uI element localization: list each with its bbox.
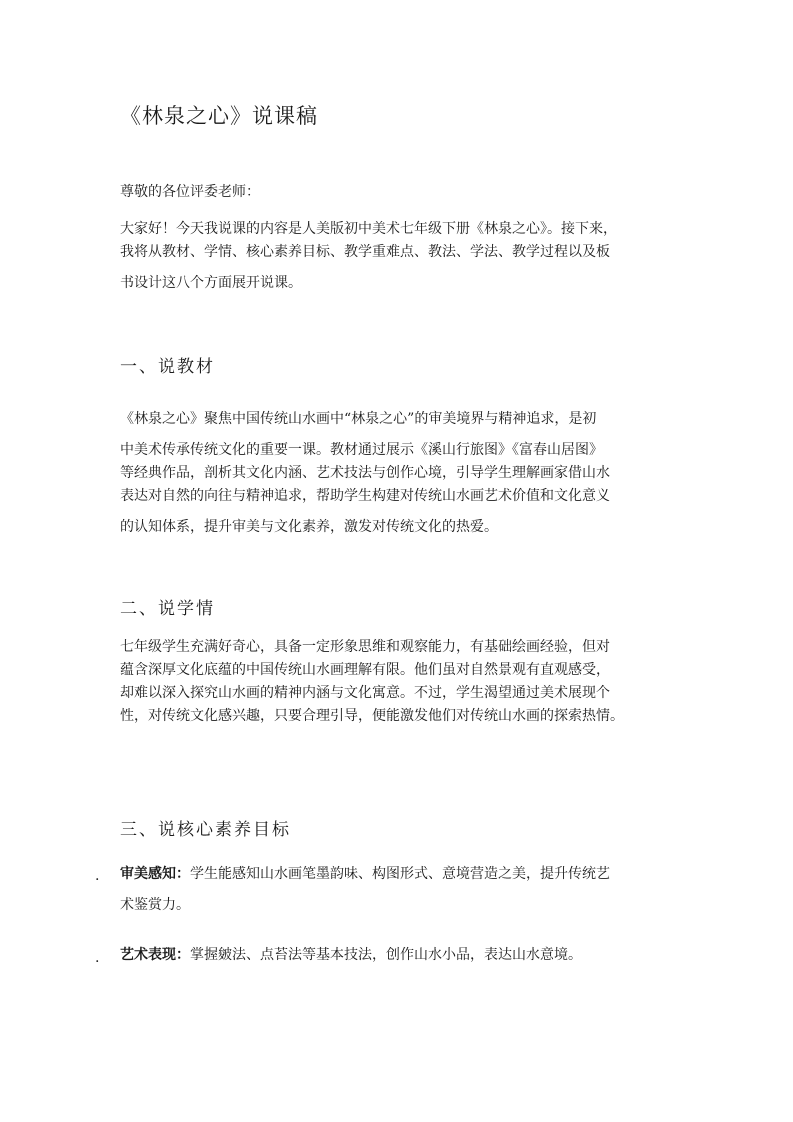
paragraph-line: 蕴含深厚文化底蕴的中国传统山水画理解有限。他们虽对自然景观有直观感受，	[120, 662, 610, 678]
paragraph-line: 却难以深入探究山水画的精神内涵与文化寓意。不过，学生渴望通过美术展现个	[120, 685, 610, 701]
paragraph-line: 的认知体系，提升审美与文化素养，激发对传统文化的热爱。	[120, 519, 498, 535]
paragraph-line: 书设计这八个方面展开说课。	[120, 275, 302, 291]
section-heading-students: 二、说学情	[120, 599, 215, 619]
paragraph-line: 表达对自然的向往与精神追求，帮助学生构建对传统山水画艺术价值和文化意义	[120, 488, 610, 504]
salutation: 尊敬的各位评委老师：	[120, 184, 260, 200]
section-paragraph-students	[120, 636, 676, 728]
paragraph-line: 《林泉之心》聚焦中国传统山水画中“林泉之心”的审美境界与精神追求，是初	[120, 411, 597, 427]
list-bullet: .	[95, 868, 100, 884]
paragraph-line: 等经典作品，剖析其文化内涵、艺术技法与创作心境，引导学生理解画家借山水	[120, 465, 610, 481]
section-paragraph-textbook	[120, 408, 676, 539]
document-title: 《林泉之心》说课稿	[120, 104, 318, 128]
goal-label: 艺术表现：	[120, 947, 190, 963]
paragraph-line: 大家好！今天我说课的内容是人美版初中美术七年级下册《林泉之心》。接下来，	[120, 221, 617, 237]
goal-item-aesthetic	[120, 863, 680, 917]
paragraph-line: 中美术传承传统文化的重要一课。教材通过展示《溪山行旅图》《富春山居图》	[120, 442, 603, 458]
goal-text: 掌握皴法、点苔法等基本技法，创作山水小品，表达山水意境。	[190, 947, 582, 963]
intro-paragraph	[120, 218, 676, 295]
paragraph-line: 七年级学生充满好奇心，具备一定形象思维和观察能力，有基础绘画经验，但对	[120, 639, 610, 655]
list-bullet: .	[95, 950, 100, 966]
goal-text: 术鉴赏力。	[120, 897, 190, 913]
goal-label: 审美感知：	[120, 866, 190, 882]
paragraph-line: 我将从教材、学情、核心素养目标、教学重难点、教法、学法、教学过程以及板	[120, 244, 610, 260]
goal-item-expression	[120, 944, 680, 967]
goal-text: 学生能感知山水画笔墨韵味、构图形式、意境营造之美，提升传统艺	[190, 866, 610, 882]
paragraph-line: 性，对传统文化感兴趣，只要合理引导，便能激发他们对传统山水画的探索热情。	[120, 708, 624, 724]
section-heading-textbook: 一、说教材	[120, 357, 215, 377]
section-heading-core-goals: 三、说核心素养目标	[120, 820, 291, 840]
